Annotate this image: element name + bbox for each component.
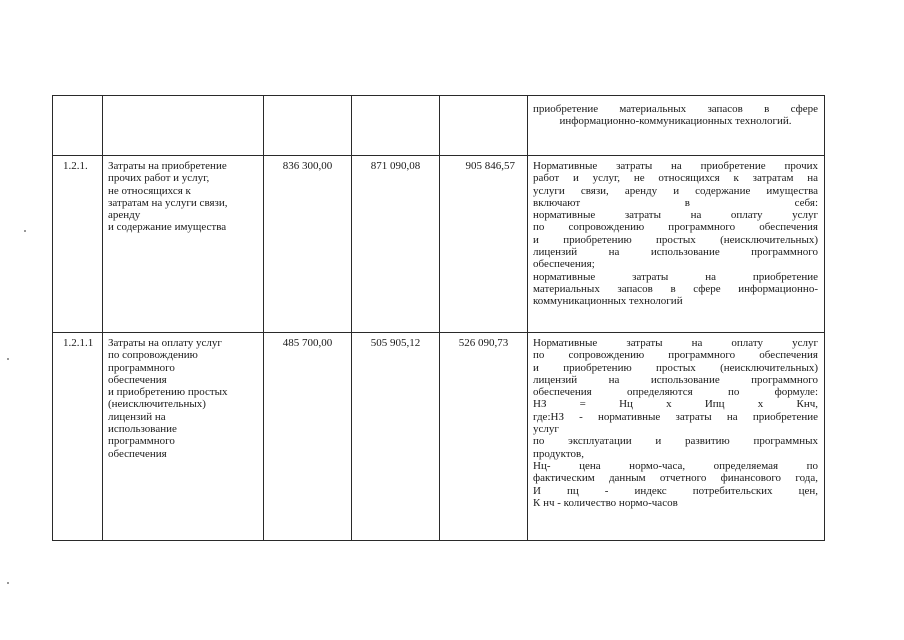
table-row bbox=[53, 96, 825, 156]
value-cell-1 bbox=[264, 96, 352, 156]
value-cell-3 bbox=[440, 96, 528, 156]
table-row bbox=[53, 156, 825, 333]
value-cell-2: 505 905,12 bbox=[352, 333, 440, 541]
description-cell bbox=[528, 333, 825, 541]
scan-speck bbox=[7, 358, 9, 360]
value-cell-2 bbox=[352, 96, 440, 156]
row-number-cell: 1.2.1. bbox=[53, 156, 103, 333]
scan-speck bbox=[7, 582, 9, 584]
description-text: Нормативные затраты на приобретение прочих работ и услуг, не относящихся к затратам на услуги связи, аренду и содержание имущества включают в себя: нормативные затраты на оплату услуг по сопровождению программного обеспечения и приобретению простых (неисключительных) лицензий на использование программного обеспечения; нормативные затраты на приобретение материальных запасов в сфере информационно- коммуникационных технологий bbox=[533, 160, 818, 308]
description-line: приобретение материальных запасов в сфере bbox=[533, 103, 818, 115]
description-cell bbox=[528, 156, 825, 333]
row-number-cell bbox=[53, 96, 103, 156]
value-cell-3: 905 846,57 bbox=[440, 156, 528, 333]
row-number-cell: 1.2.1.1 bbox=[53, 333, 103, 541]
description-cell bbox=[528, 96, 825, 156]
expense-name-cell bbox=[103, 156, 264, 333]
formula-line: НЗ = Нц х Ипц х Кнч, bbox=[533, 398, 818, 411]
description-text: Нормативные затраты на оплату услуг по сопровождению программного обеспечения и приобретению простых (неисключительных) лицензий на использование программного обеспечения определяются по формуле: НЗ = Нц х Ипц х Кнч, где:НЗ - нормативные затраты на приобретение услуг по эксплуатации и развитию программных продуктов, Нц- цена нормо-часа, определяемая по фактическим данным отчетного финансового года, И пц - индекс потребительских цен, К нч - количество нормо-часов bbox=[533, 337, 818, 509]
expense-name: Затраты на приобретение прочих работ и услуг, не относящихся к затратам на услуги связи, аренду и содержание имущества bbox=[108, 160, 228, 234]
expense-name-cell bbox=[103, 333, 264, 541]
table-row bbox=[53, 333, 825, 541]
description-text bbox=[528, 96, 824, 128]
budget-table bbox=[52, 95, 825, 541]
value-cell-1: 485 700,00 bbox=[264, 333, 352, 541]
scan-speck bbox=[24, 230, 26, 232]
expense-name-cell bbox=[103, 96, 264, 156]
value-cell-2: 871 090,08 bbox=[352, 156, 440, 333]
description-line: информационно-коммуникационных технологий. bbox=[559, 115, 792, 128]
value-cell-3: 526 090,73 bbox=[440, 333, 528, 541]
expense-name: Затраты на оплату услуг по сопровождению программного обеспечения и приобретению простых (неисключительных) лицензий на использование программного обеспечения bbox=[108, 337, 228, 460]
value-cell-1: 836 300,00 bbox=[264, 156, 352, 333]
